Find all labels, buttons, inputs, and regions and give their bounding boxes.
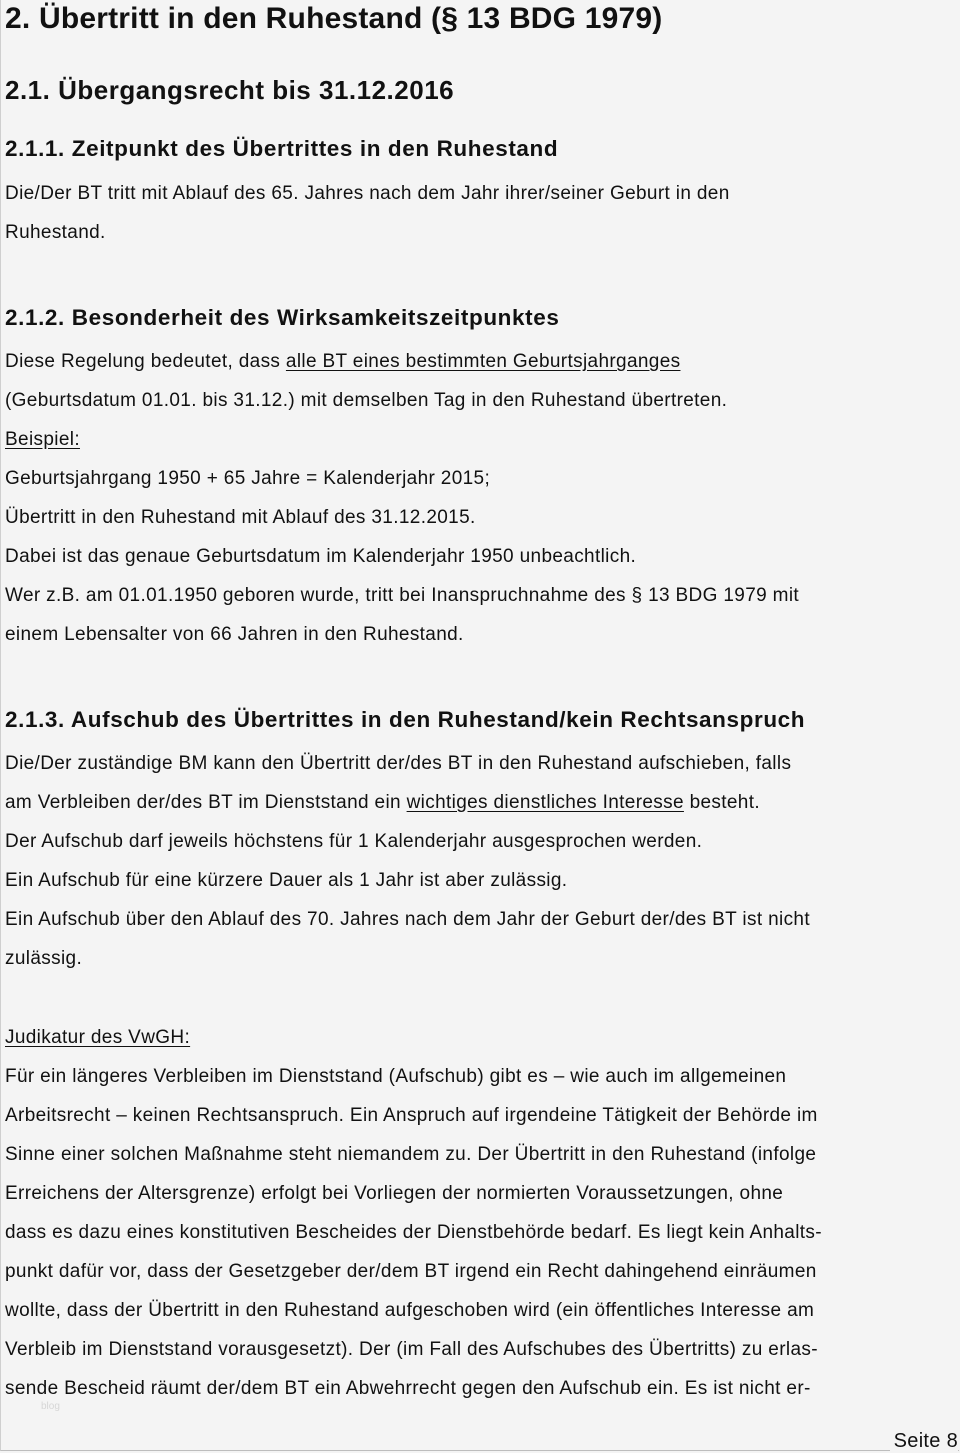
judikatur-line: Für ein längeres Verbleiben im Dienststand (Aufschub) gibt es – wie auch im allgemeinen [5, 1066, 787, 1087]
judikatur-line: sende Bescheid räumt der/dem BT ein Abwehrrecht gegen den Aufschub ein. Es ist nicht er- [5, 1378, 811, 1399]
example-label: Beispiel: [5, 429, 80, 450]
paragraph-line: (Geburtsdatum 01.01. bis 31.12.) mit demselben Tag in den Ruhestand übertreten. [5, 390, 728, 411]
page-number: Seite 8 [890, 1430, 958, 1453]
judikatur-line: Erreichens der Altersgrenze) erfolgt bei Vorliegen der normierten Voraussetzungen, ohne [5, 1183, 784, 1204]
example-line: einem Lebensalter von 66 Jahren in den Ruhestand. [5, 624, 464, 645]
heading-2-1-2: 2.1.2. Besonderheit des Wirksamkeitszeitpunktes [5, 305, 560, 330]
text-segment: Diese Regelung bedeutet, dass [5, 351, 286, 372]
paragraph-line: Ruhestand. [5, 222, 106, 243]
judikatur-line: punkt dafür vor, dass der Gesetzgeber der/dem BT irgend ein Recht dahingehend einräumen [5, 1261, 817, 1282]
text-segment: besteht. [683, 792, 760, 813]
judikatur-label: Judikatur des VwGH: [5, 1027, 191, 1048]
paragraph-line: zulässig. [5, 948, 83, 969]
judikatur-line: Verbleib im Dienststand vorausgesetzt). Der (im Fall des Aufschubes des Übertritts) zu erlas- [5, 1339, 818, 1360]
judikatur-line: Arbeitsrecht – keinen Rechtsanspruch. Ein Anspruch auf irgendeine Tätigkeit der Behörde im [5, 1105, 818, 1126]
paragraph-line [5, 792, 760, 814]
example-line: Geburtsjahrgang 1950 + 65 Jahre = Kalenderjahr 2015; [5, 468, 491, 489]
judikatur-line: Sinne einer solchen Maßnahme steht niemandem zu. Der Übertritt in den Ruhestand (infolge [5, 1144, 817, 1165]
example-line: Übertritt in den Ruhestand mit Ablauf des 31.12.2015. [5, 507, 476, 528]
heading-main: 2. Übertritt in den Ruhestand (§ 13 BDG 1979) [5, 2, 663, 35]
underlined-emphasis: wichtiges dienstliches Interesse [406, 792, 684, 813]
underlined-emphasis: alle BT eines bestimmten Geburtsjahrganges [285, 351, 681, 372]
text-segment: am Verbleiben der/des BT im Dienststand ein [5, 792, 407, 813]
watermark: blog [41, 1401, 60, 1412]
example-line: Wer z.B. am 01.01.1950 geboren wurde, tritt bei Inanspruchnahme des § 13 BDG 1979 mit [5, 585, 800, 606]
judikatur-line: wollte, dass der Übertritt in den Ruhestand aufgeschoben wird (ein öffentliches Interesse am [5, 1300, 815, 1321]
heading-2-1-3: 2.1.3. Aufschub des Übertrittes in den Ruhestand/kein Rechtsanspruch [5, 707, 806, 732]
example-line: Dabei ist das genaue Geburtsdatum im Kalenderjahr 1950 unbeachtlich. [5, 546, 637, 567]
paragraph-line [5, 351, 680, 373]
paragraph-line: Ein Aufschub über den Ablauf des 70. Jahres nach dem Jahr der Geburt der/des BT ist nicht [5, 909, 810, 930]
paragraph-line: Ein Aufschub für eine kürzere Dauer als 1 Jahr ist aber zulässig. [5, 870, 568, 891]
paragraph-line: Die/Der zuständige BM kann den Übertritt der/des BT in den Ruhestand aufschieben, falls [5, 753, 792, 774]
judikatur-line: dass es dazu eines konstitutiven Bescheides der Dienstbehörde bedarf. Es liegt kein Anhalts- [5, 1222, 822, 1243]
heading-2-1-1: 2.1.1. Zeitpunkt des Übertrittes in den Ruhestand [5, 136, 559, 161]
paragraph-line: Die/Der BT tritt mit Ablauf des 65. Jahres nach dem Jahr ihrer/seiner Geburt in den [5, 183, 730, 204]
paragraph-line: Der Aufschub darf jeweils höchstens für 1 Kalenderjahr ausgesprochen werden. [5, 831, 703, 852]
heading-2-1: 2.1. Übergangsrecht bis 31.12.2016 [5, 75, 455, 105]
